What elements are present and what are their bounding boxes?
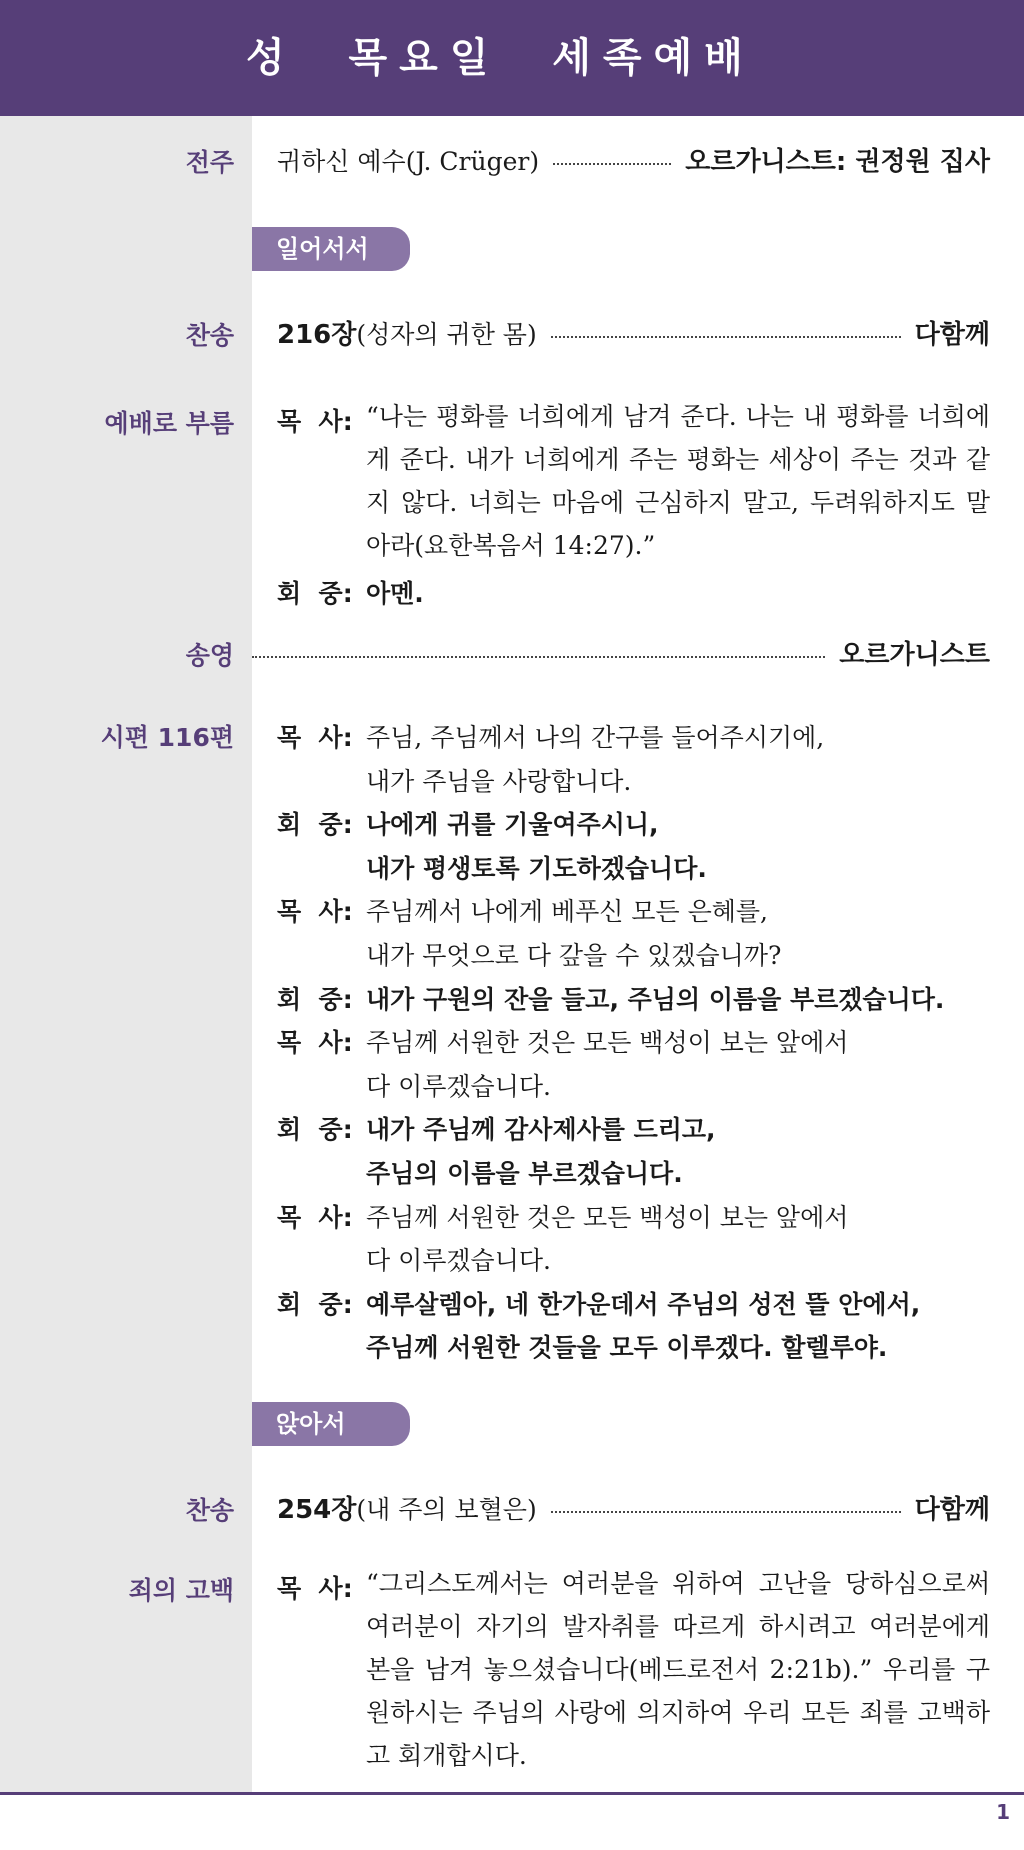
hymn2-row: [277, 1489, 990, 1526]
psalm-line: 예루살렘아, 네 한가운데서 주님의 성전 뜰 안에서,: [366, 1290, 921, 1319]
page-header: [0, 0, 1024, 116]
dotted-leader: [252, 656, 825, 658]
page-title: 성 목요일 세족예배: [246, 35, 755, 81]
psalm-line: 다 이루겠습니다.: [366, 1246, 551, 1275]
psalm-line: 내가 무엇으로 다 갚을 수 있겠습니까?: [366, 941, 782, 970]
call-label: 예배로 부름: [104, 409, 234, 438]
hymn2-title: (내 주의 보혈은): [356, 1494, 537, 1524]
psalm-speaker: 목 사:: [277, 897, 353, 926]
hymn1-title: (성자의 귀한 몸): [356, 319, 537, 349]
confession-pastor-text: “그리스도께서는 여러분을 위하여 고난을 당하심으로써 여러분이 자기의 발자취를 따르게 하시려고 여러분에게 본을 남겨 놓으셨습니다(베드로전서 2:21b).” 우리를 구원하시는 주님의 사랑에 의지하여 우리 모든 죄를 고백하고 회개합시다.: [366, 1569, 990, 1770]
call-cong-speaker: 회 중:: [277, 579, 353, 608]
hymn2-by: 다함께: [914, 1495, 990, 1525]
psalm-line: 주님께서 나에게 베푸신 모든 은혜를,: [366, 897, 768, 926]
prelude-performer: 오르가니스트: 권정원 집사: [685, 147, 990, 177]
prelude-row: [277, 141, 990, 178]
response-by: 오르가니스트: [839, 640, 990, 670]
psalm-line: 내가 주님께 감사제사를 드리고,: [366, 1115, 716, 1144]
confession-pastor-speaker: 목 사:: [277, 1574, 353, 1603]
confession-label: 죄의 고백: [128, 1576, 234, 1605]
hymn1-by: 다함께: [914, 320, 990, 350]
psalm-line: 주님께 서원한 것들을 모두 이루겠다. 할렐루야.: [366, 1333, 888, 1362]
psalm-line: 주님께 서원한 것은 모든 백성이 보는 앞에서: [366, 1028, 849, 1057]
psalm-line: 주님, 주님께서 나의 간구를 들어주시기에,: [366, 723, 825, 752]
call-pastor-text: “나는 평화를 너희에게 남겨 준다. 나는 내 평화를 너희에게 준다. 내가 너희에게 주는 평화는 세상이 주는 것과 같지 않다. 너희는 마음에 근심하지 말고, 두려워하지도 말아라(요한복음서 14:27).”: [366, 402, 990, 560]
dotted-leader: [551, 1511, 901, 1513]
psalm-line: 주님의 이름을 부르겠습니다.: [366, 1159, 683, 1188]
footer-rule: [0, 1792, 1024, 1795]
hymn1-row: [277, 314, 990, 351]
dotted-leader: [551, 336, 901, 338]
prelude-title: 귀하신 예수(J. Crüger): [277, 146, 540, 176]
hymn2-label: 찬송: [185, 1496, 234, 1525]
psalm-label: 시편 116편: [100, 723, 234, 752]
hymn2-number: 254장: [277, 1495, 357, 1525]
psalm-line: 내가 주님을 사랑합니다.: [366, 767, 632, 796]
call-pastor-speaker: 목 사:: [277, 407, 353, 436]
psalm-speaker: 목 사:: [277, 723, 353, 752]
sit-badge: 앉아서: [252, 1402, 410, 1446]
psalm-line: 내가 평생토록 기도하겠습니다.: [366, 854, 707, 883]
prelude-label: 전주: [185, 148, 234, 177]
hymn1-number: 216장: [277, 320, 357, 350]
psalm-speaker: 회 중:: [277, 985, 353, 1014]
psalm-speaker: 회 중:: [277, 1290, 353, 1319]
psalm-speaker: 회 중:: [277, 810, 353, 839]
page-number: 1: [996, 1800, 1010, 1824]
psalm-line: 다 이루겠습니다.: [366, 1072, 551, 1101]
psalm-line: 나에게 귀를 기울여주시니,: [366, 810, 659, 839]
response-label: 송영: [185, 641, 234, 670]
psalm-line: 주님께 서원한 것은 모든 백성이 보는 앞에서: [366, 1203, 849, 1232]
stand-badge: 일어서서: [252, 227, 410, 271]
response-row: [252, 634, 990, 671]
psalm-line: 내가 구원의 잔을 들고, 주님의 이름을 부르겠습니다.: [366, 985, 945, 1014]
psalm-speaker: 목 사:: [277, 1028, 353, 1057]
psalm-speaker: 목 사:: [277, 1203, 353, 1232]
hymn1-label: 찬송: [185, 321, 234, 350]
psalm-speaker: 회 중:: [277, 1115, 353, 1144]
dotted-leader: [553, 163, 671, 165]
label-column: [0, 116, 252, 1792]
call-cong-text: 아멘.: [366, 579, 424, 608]
